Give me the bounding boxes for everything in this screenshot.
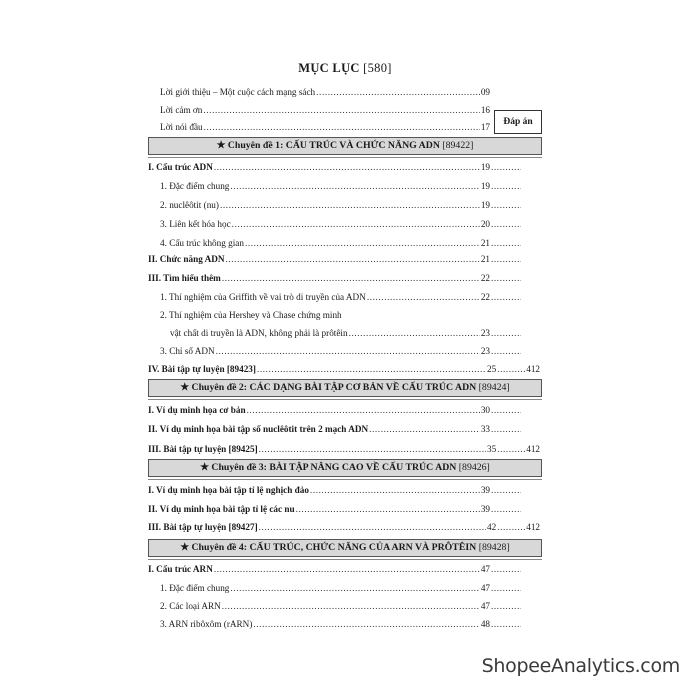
toc-entry-page: 23	[480, 328, 490, 338]
topic-title: ★ Chuyên đề 2: CÁC DẠNG BÀI TẬP CƠ BẢN VỀ CẤU TRÚC ADN	[180, 382, 477, 393]
topic-header-2[interactable]	[148, 379, 542, 397]
toc-entry[interactable]	[148, 362, 540, 376]
toc-entry-label: II. Chức năng ADN	[148, 254, 225, 264]
toc-entry-label: 1. Đặc điểm chung	[160, 583, 230, 593]
toc-entry-page: 17	[480, 122, 490, 132]
toc-entry-page: 48	[480, 619, 490, 629]
topic-header-3[interactable]	[148, 459, 542, 477]
toc-entry-page: 30	[480, 405, 490, 415]
dot-leader	[204, 120, 480, 134]
toc-entry-label: 3. Chỉ số ADN	[160, 346, 215, 356]
toc-entry-page: 39	[480, 485, 490, 495]
dot-leader	[491, 581, 521, 595]
toc-entry[interactable]	[170, 326, 522, 340]
dot-leader	[259, 520, 486, 534]
dot-leader	[232, 217, 480, 231]
page-title	[0, 61, 690, 76]
dot-leader	[296, 502, 480, 516]
toc-entry-label: IV. Bài tập tự luyện [89423]	[148, 364, 256, 374]
toc-entry-page: 23	[480, 346, 490, 356]
dot-leader	[214, 562, 480, 576]
dot-leader	[247, 403, 480, 417]
topic-code: [89428]	[478, 542, 510, 553]
toc-entry-page: 39	[480, 504, 490, 514]
toc-entry-page: 33	[480, 424, 490, 434]
dot-leader	[491, 252, 521, 266]
toc-entry-page: 16	[480, 105, 490, 115]
toc-entry-label: Lời giới thiệu – Một cuộc cách mạng sách	[160, 87, 316, 97]
toc-entry-page: 19	[480, 162, 490, 172]
topic-code: [89426]	[458, 462, 490, 473]
dot-leader	[491, 344, 521, 358]
dot-leader	[491, 617, 521, 631]
answer-column-header: Đáp án	[494, 110, 542, 134]
toc-entry-page: 35	[487, 444, 497, 454]
toc-entry[interactable]	[148, 271, 522, 285]
toc-entry-answer-page: 412	[526, 522, 540, 532]
dot-leader	[497, 362, 525, 376]
toc-entry[interactable]	[160, 308, 522, 322]
toc-entry-label: 2. Các loại ARN	[160, 601, 221, 611]
toc-entry-answer-page: 412	[526, 444, 540, 454]
toc-entry-page: 09	[480, 87, 490, 97]
toc-entry-preface[interactable]	[160, 120, 490, 134]
toc-entry-page: 22	[480, 273, 490, 283]
toc-entry-label: I. Cấu trúc ARN	[148, 564, 213, 574]
toc-entry[interactable]	[160, 198, 522, 212]
dot-leader	[214, 160, 480, 174]
toc-entry-label: II. Ví dụ minh họa bài tập tỉ lệ các nu	[148, 504, 295, 514]
toc-entry-label: 2. Thí nghiệm của Hershey và Chase chứng minh	[160, 310, 342, 320]
toc-entry[interactable]	[148, 252, 522, 266]
dot-leader	[369, 422, 480, 436]
toc-entry-answer-page: 412	[526, 364, 540, 374]
toc-entry[interactable]	[148, 483, 522, 497]
dot-leader	[497, 520, 525, 534]
toc-entry-label: III. Bài tập tự luyện [89425]	[148, 444, 258, 454]
toc-entry-label: III. Tìm hiểu thêm	[148, 273, 221, 283]
toc-entry-label: 4. Cấu trúc không gian	[160, 238, 244, 248]
page-title-text: MỤC LỤC	[298, 61, 360, 75]
toc-entry[interactable]	[148, 562, 522, 576]
dot-leader	[259, 442, 486, 456]
toc-entry-label: I. Cấu trúc ADN	[148, 162, 213, 172]
toc-entry[interactable]	[160, 290, 522, 304]
dot-leader	[225, 252, 479, 266]
dot-leader	[230, 581, 479, 595]
toc-entry-label: 1. Đặc điểm chung	[160, 181, 230, 191]
toc-entry[interactable]	[160, 236, 522, 250]
dot-leader	[257, 362, 486, 376]
toc-entry-label: 3. ARN ribôxôm (rARN)	[160, 619, 253, 629]
toc-entry-page: 47	[480, 564, 490, 574]
toc-entry[interactable]	[148, 442, 540, 456]
dot-leader	[491, 403, 521, 417]
dot-leader	[491, 599, 521, 613]
topic-title: ★ Chuyên đề 4: CẤU TRÚC, CHỨC NĂNG CỦA ARN VÀ PRÔTÊIN	[180, 542, 477, 553]
toc-entry[interactable]	[160, 599, 522, 613]
toc-entry-label: 2. nuclêôtit (nu)	[160, 200, 219, 210]
dot-leader	[491, 502, 521, 516]
dot-leader	[203, 103, 479, 117]
toc-entry-page: 21	[480, 238, 490, 248]
toc-entry[interactable]	[148, 160, 522, 174]
dot-leader	[491, 562, 521, 576]
toc-entry-label: III. Bài tập tự luyện [89427]	[148, 522, 258, 532]
dot-leader	[222, 599, 480, 613]
toc-entry[interactable]	[148, 502, 522, 516]
dot-leader	[310, 483, 480, 497]
dot-leader	[497, 442, 525, 456]
toc-entry-label: Lời cảm ơn	[160, 105, 203, 115]
watermark-text: ShopeeAnalytics.com	[481, 655, 680, 677]
toc-entry-page: 42	[487, 522, 497, 532]
topic-code: [89422]	[442, 140, 474, 151]
toc-entry-label: 1. Thí nghiệm của Griffith về vai trò di truyền của ADN	[160, 292, 366, 302]
topic-title: ★ Chuyên đề 1: CẤU TRÚC VÀ CHỨC NĂNG ADN	[216, 140, 440, 151]
dot-leader	[491, 483, 521, 497]
toc-entry-page: 47	[480, 583, 490, 593]
toc-entry-intro[interactable]	[160, 85, 490, 99]
divider	[148, 559, 542, 560]
toc-entry-page: 47	[480, 601, 490, 611]
dot-leader	[367, 290, 480, 304]
toc-entry-thanks[interactable]	[160, 103, 490, 117]
toc-entry[interactable]	[148, 422, 522, 436]
toc-entry-label: I. Ví dụ minh họa bài tập tỉ lệ nghịch đảo	[148, 485, 309, 495]
dot-leader	[222, 271, 480, 285]
dot-leader	[491, 422, 521, 436]
toc-entry[interactable]	[148, 520, 540, 534]
topic-title: ★ Chuyên đề 3: BÀI TẬP NÂNG CAO VỀ CẤU TRÚC ADN	[200, 462, 457, 473]
dot-leader	[491, 179, 521, 193]
dot-leader	[220, 198, 480, 212]
divider	[148, 399, 542, 400]
dot-leader	[253, 617, 479, 631]
dot-leader	[491, 290, 521, 304]
topic-code: [89424]	[478, 382, 510, 393]
toc-entry-page: 22	[480, 292, 490, 302]
toc-entry-label: I. Ví dụ minh họa cơ bản	[148, 405, 246, 415]
toc-entry-label: Lời nói đầu	[160, 122, 203, 132]
toc-entry-page: 25	[487, 364, 497, 374]
page-title-code: [580]	[363, 61, 392, 75]
dot-leader	[491, 271, 521, 285]
toc-entry-page: 19	[480, 181, 490, 191]
toc-entry-label: 3. Liên kết hóa học	[160, 219, 231, 229]
dot-leader	[491, 198, 521, 212]
toc-entry-page: 21	[480, 254, 490, 264]
dot-leader	[230, 179, 479, 193]
topic-header-4[interactable]	[148, 539, 542, 557]
dot-leader	[491, 217, 521, 231]
dot-leader	[491, 160, 521, 174]
toc-entry-page: 19	[480, 200, 490, 210]
dot-leader	[316, 85, 480, 99]
toc-entry[interactable]	[160, 344, 522, 358]
dot-leader	[491, 326, 521, 340]
toc-entry-label: II. Ví dụ minh họa bài tập số nuclêôtit trên 2 mạch ADN	[148, 424, 369, 434]
dot-leader	[245, 236, 480, 250]
dot-leader	[216, 344, 480, 358]
divider	[148, 157, 542, 158]
toc-entry-page: 20	[480, 219, 490, 229]
dot-leader	[349, 326, 480, 340]
toc-entry[interactable]	[160, 217, 522, 231]
toc-entry[interactable]	[160, 617, 522, 631]
toc-entry[interactable]	[160, 581, 522, 595]
divider	[148, 479, 542, 480]
topic-header-1[interactable]	[148, 137, 542, 155]
dot-leader	[491, 236, 521, 250]
toc-entry[interactable]	[160, 179, 522, 193]
toc-entry-label: vật chất di truyền là ADN, không phải là prôtêin	[170, 328, 348, 338]
toc-entry[interactable]	[148, 403, 522, 417]
